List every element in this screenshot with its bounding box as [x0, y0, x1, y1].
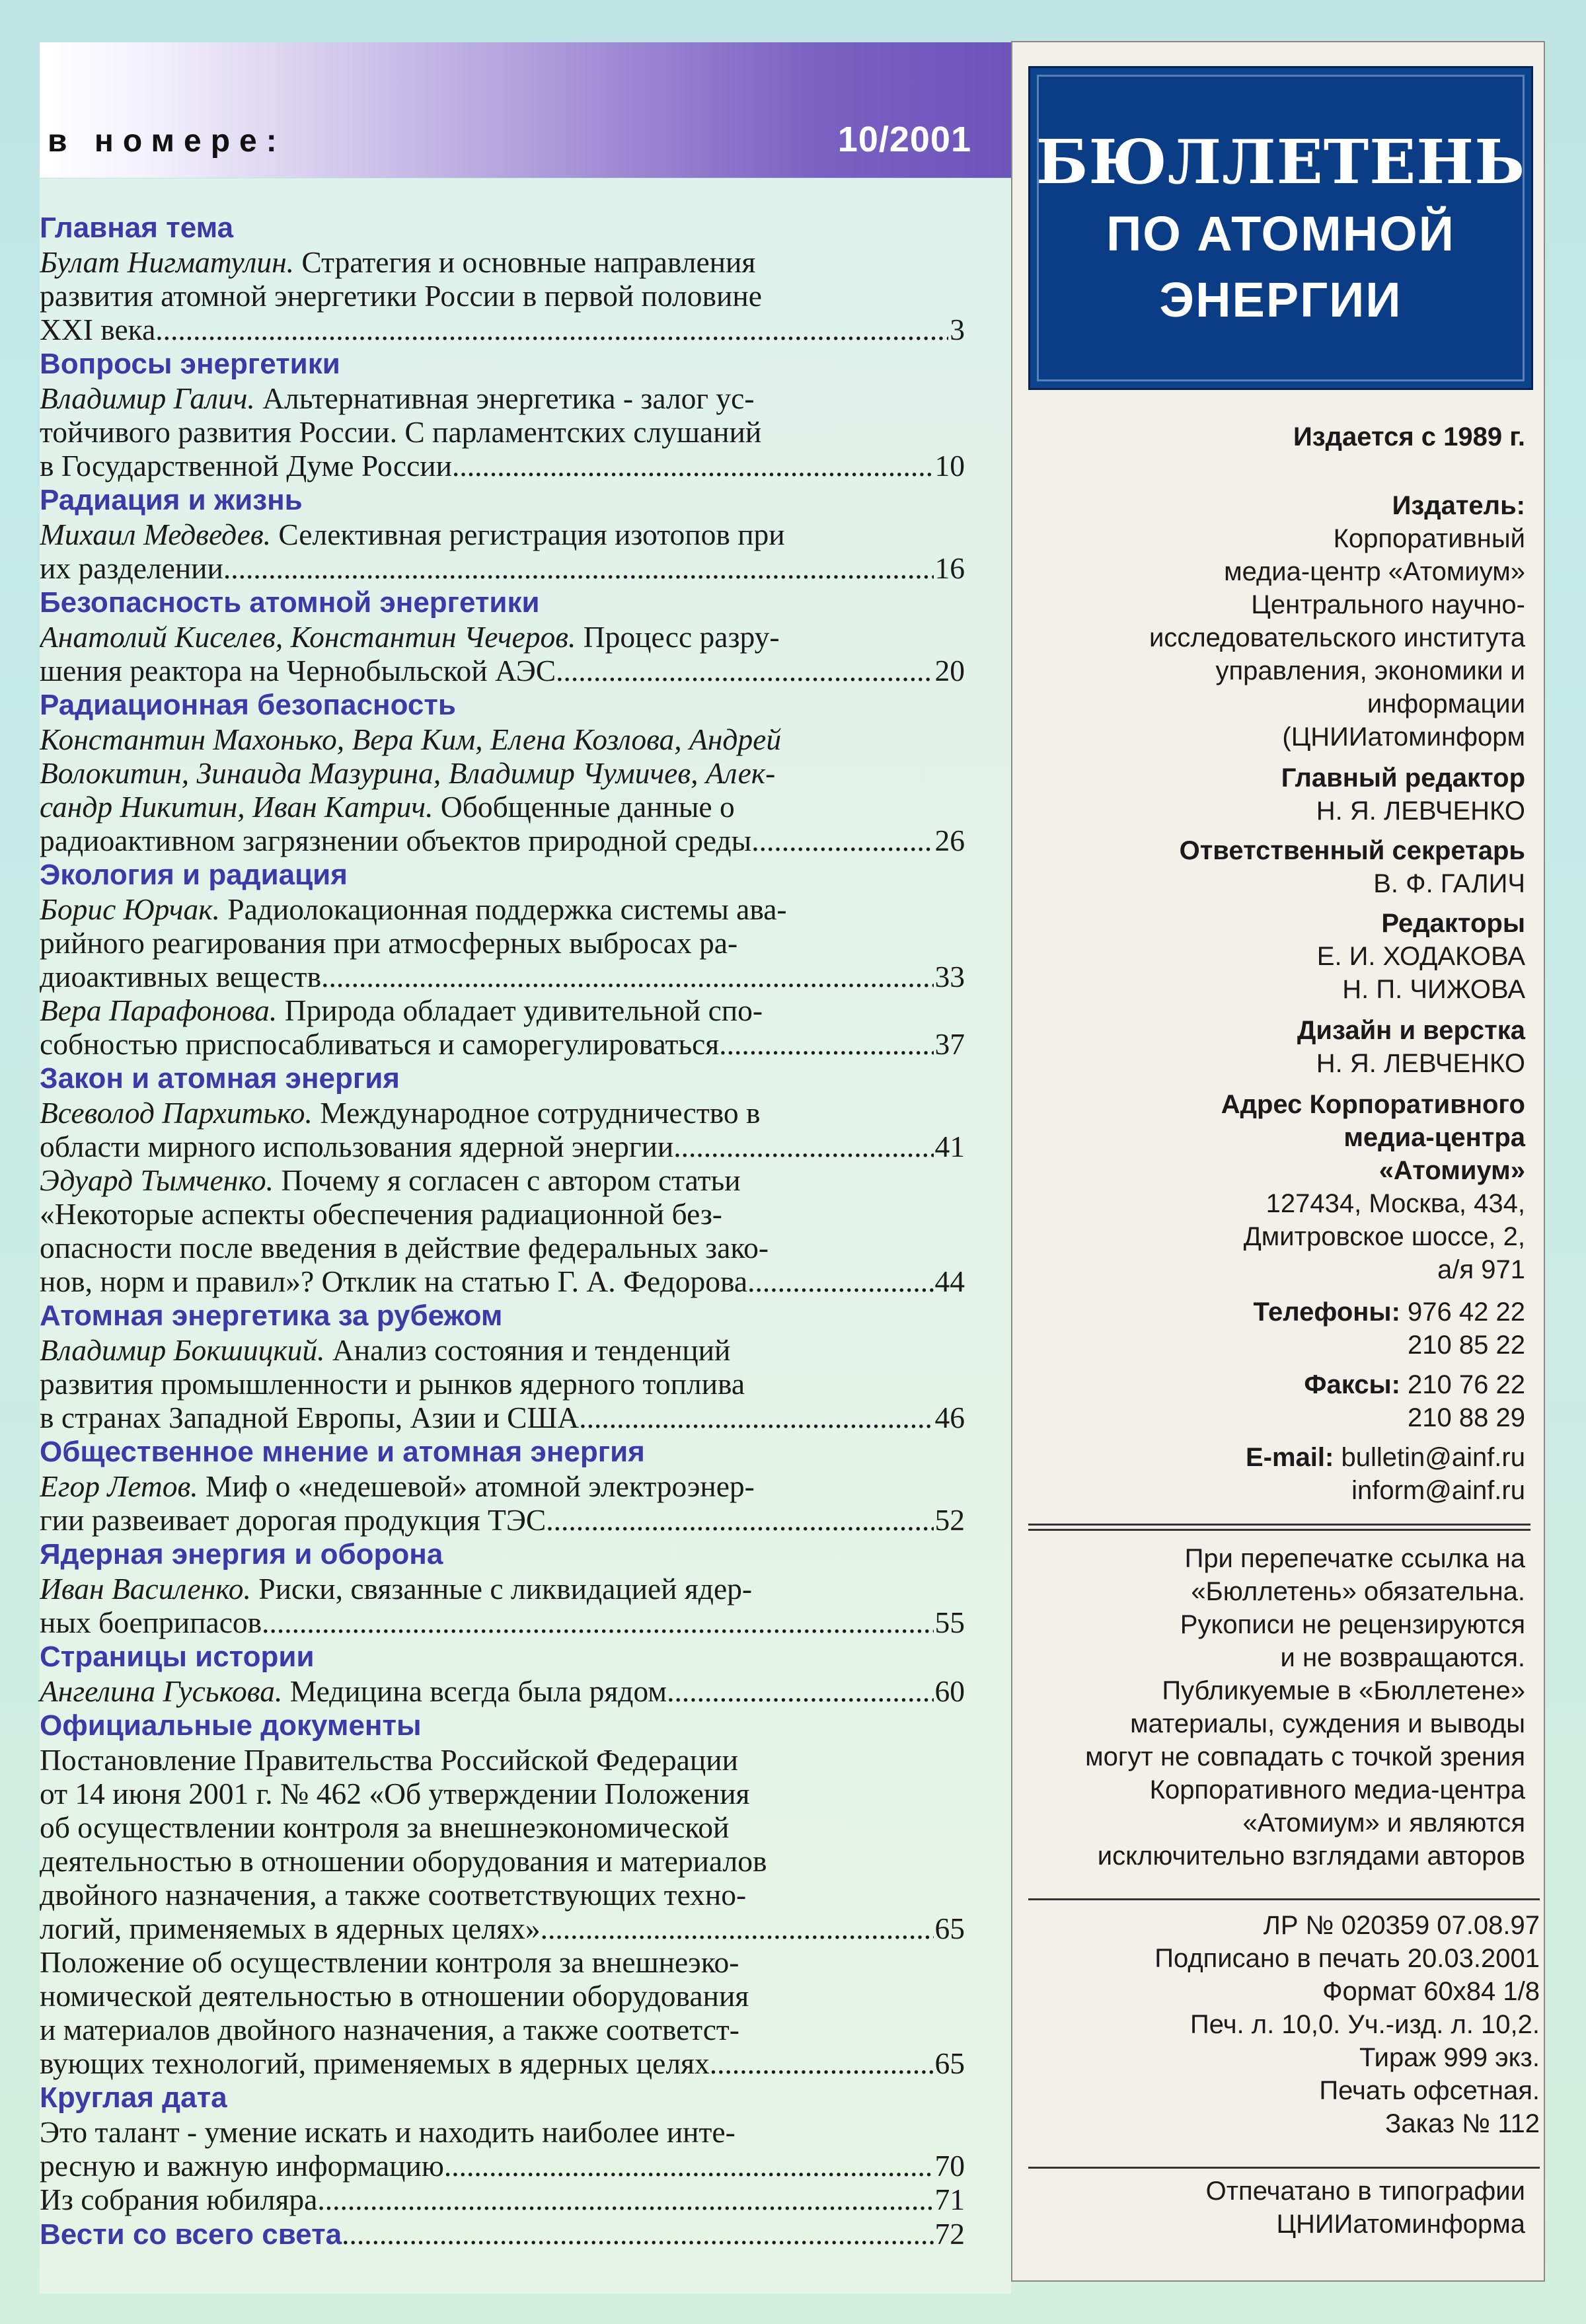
leader-dots [223, 551, 934, 585]
journal-title-line-1: БЮЛЛЕТЕНЬ [1036, 126, 1526, 198]
page-number: 37 [934, 1027, 965, 1061]
toc-entry[interactable] [40, 518, 965, 585]
journal-title-line-2: ПО АТОМНОЙ [1106, 206, 1455, 261]
publisher-line: управления, экономики и [1215, 656, 1525, 685]
publisher-line: (ЦНИИатоминформ [1282, 722, 1525, 752]
section-heading: Вопросы энергетики [40, 348, 340, 380]
phone-number: 976 42 22 [1408, 1298, 1525, 1327]
leader-dots [710, 2046, 934, 2080]
section-heading: Радиация и жизнь [40, 484, 303, 516]
page-number: 71 [934, 2183, 965, 2216]
entry-text: области мирного использования ядерной энергии [40, 1130, 674, 1163]
section-heading: Радиационная безопасность [40, 689, 456, 721]
page-number: 65 [934, 2046, 965, 2080]
toc-entry[interactable] [40, 2115, 965, 2183]
leader-dots [667, 1674, 933, 1708]
entry-text-line: деятельностью в отношении оборудования и материалов [40, 1844, 767, 1878]
since-text: Издается с 1989 г. [1293, 422, 1525, 451]
page-number: 60 [934, 1674, 965, 1708]
publisher-line: информации [1367, 689, 1525, 718]
toc-entry[interactable] [40, 1163, 965, 1298]
imprint-lines [1154, 1909, 1540, 2140]
section-heading: Главная тема [40, 212, 234, 244]
entry-text-line: Константин Махонько, Вера Ким, Елена Козлова, Андрей [40, 722, 782, 756]
design-label: Дизайн и верстка [1297, 1016, 1525, 1045]
imprint-line: Тираж 999 экз. [1359, 2043, 1540, 2072]
phone-number: 210 85 22 [1408, 1331, 1525, 1360]
email-address[interactable]: inform@ainf.ru [1351, 1476, 1525, 1505]
leader-dots [556, 654, 933, 687]
address-block [1221, 1088, 1525, 1286]
page-number: 52 [934, 1503, 965, 1537]
chief-editor-block [1281, 761, 1525, 828]
page-number: 3 [950, 313, 965, 346]
page-number: 16 [934, 551, 965, 585]
toc-entry[interactable] [40, 381, 965, 483]
page-number: 72 [934, 2217, 965, 2251]
publisher-label: Издатель: [1392, 491, 1525, 520]
reprint-notice [1085, 1542, 1525, 1873]
entry-text-line: от 14 июня 2001 г. № 462 «Об утверждении Положения [40, 1777, 750, 1810]
phones-block [1254, 1296, 1525, 1362]
fax-number: 210 88 29 [1408, 1403, 1525, 1432]
entry-text: вующих технологий, применяемых в ядерных целях [40, 2046, 710, 2080]
address-label: Адрес Корпоративного [1221, 1090, 1525, 1119]
entry-text-line: двойного назначения, а также соответствующих техно- [40, 1878, 747, 1912]
imprint-line: Заказ № 112 [1385, 2109, 1540, 2138]
phones-label: Телефоны: [1253, 1298, 1400, 1327]
entry-last-line [40, 824, 965, 857]
section-heading: Страницы истории [40, 1641, 315, 1673]
chief-editor-name: Н. Я. ЛЕВЧЕНКО [1316, 796, 1525, 826]
entry-text: логий, применяемых в ядерных целях» [40, 1912, 541, 1945]
section-heading: Атомная энергетика за рубежом [40, 1299, 503, 1332]
notice-line: Рукописи не рецензируются [1180, 1610, 1525, 1639]
toc-entry[interactable] [40, 892, 965, 993]
entry-text-line: Булат Нигматулин. Стратегия и основные направления [40, 245, 756, 279]
toc-entry[interactable] [40, 1333, 965, 1434]
toc-entry[interactable] [40, 1469, 965, 1537]
entry-last-line [40, 2183, 965, 2216]
imprint-line: Формат 60х84 1/8 [1322, 1977, 1540, 2006]
section-heading: Безопасность атомной энергетики [40, 586, 540, 619]
entry-last-line [40, 2149, 965, 2183]
page-number: 41 [934, 1130, 965, 1163]
leader-dots [444, 2149, 934, 2183]
toc-entry[interactable] [40, 993, 965, 1061]
entry-last-line [40, 449, 965, 483]
entry-text: ресную и важную информацию [40, 2149, 444, 2183]
section-heading: Закон и атомная энергия [40, 1062, 400, 1095]
entry-last-line [40, 1130, 965, 1163]
table-of-contents [40, 210, 965, 2252]
leader-dots [155, 313, 948, 346]
entry-text-line: Иван Василенко. Риски, связанные с ликвидацией ядер- [40, 1572, 753, 1606]
notice-line: Корпоративного медиа-центра [1149, 1775, 1525, 1804]
since-line [1293, 420, 1525, 453]
entry-last-line [40, 960, 965, 993]
entry-text-line: Эдуард Тымченко. Почему я согласен с автором статьи [40, 1163, 741, 1197]
publisher-line: Центрального научно- [1251, 590, 1525, 619]
editor-name: Н. П. ЧИЖОВА [1342, 975, 1525, 1004]
entry-text: нов, норм и правил»? Отклик на статью Г. А. Федорова [40, 1264, 748, 1298]
entry-text-line: рийного реагирования при атмосферных выбросах ра- [40, 926, 738, 960]
leader-dots [262, 1606, 933, 1639]
entry-last-line [40, 1606, 965, 1639]
page-number: 20 [934, 654, 965, 687]
notice-line: исключительно взглядами авторов [1097, 1841, 1525, 1871]
notice-line: могут не совпадать с точкой зрения [1085, 1742, 1525, 1771]
toc-entry[interactable] [40, 722, 965, 857]
secretary-label: Ответственный секретарь [1179, 836, 1525, 865]
notice-line: Публикуемые в «Бюллетене» [1162, 1676, 1525, 1705]
contents-heading: в номере: [48, 124, 286, 159]
design-block [1297, 1014, 1525, 1080]
entry-text-line: Волокитин, Зинаида Мазурина, Владимир Чумичев, Алек- [40, 756, 776, 790]
section-heading: Официальные документы [40, 1709, 422, 1742]
leader-dots [719, 1027, 933, 1061]
entry-text: в Государственной Думе России [40, 449, 452, 483]
page-number: 70 [934, 2149, 965, 2183]
section-heading [40, 2216, 965, 2252]
entry-text-line: Постановление Правительства Российской Федерации [40, 1743, 738, 1777]
entry-text: гии развеивает дорогая продукция ТЭС [40, 1503, 547, 1537]
faxes-label: Факсы: [1304, 1370, 1400, 1399]
toc-entry[interactable] [40, 1945, 965, 2080]
notice-line: При перепечатке ссылка на [1184, 1544, 1525, 1573]
imprint-line: ЛР № 020359 07.08.97 [1263, 1911, 1540, 1940]
imprint-block [1154, 1909, 1540, 2140]
entry-last-line [40, 1674, 965, 1708]
leader-dots [747, 1264, 933, 1298]
page-number: 44 [934, 1264, 965, 1298]
toc-entry[interactable] [40, 2183, 965, 2216]
printer-line: Отпечатано в типографии [1205, 2177, 1525, 2206]
entry-last-line [40, 2046, 965, 2080]
entry-text: собностью приспосабливаться и саморегулироваться [40, 1027, 720, 1061]
entry-last-line [40, 1264, 965, 1298]
entry-last-line [40, 1401, 965, 1434]
entry-text-line: об осуществлении контроля за внешнеэкономической [40, 1810, 730, 1844]
publisher-lines [1149, 522, 1525, 754]
entry-text-line: и материалов двойного назначения, а также соответст- [40, 2013, 739, 2046]
imprint-line: Подписано в печать 20.03.2001 [1154, 1944, 1540, 1973]
entry-last-line [40, 654, 965, 687]
faxes-block [1304, 1368, 1525, 1434]
entry-text-line: Всеволод Пархитько. Международное сотрудничество в [40, 1096, 761, 1130]
toc-entry[interactable] [40, 1572, 965, 1639]
address-line: Дмитровское шоссе, 2, [1243, 1222, 1525, 1251]
entry-text-line: Вера Парафонова. Природа обладает удивительной спо- [40, 993, 763, 1027]
entry-text-line: Положение об осуществлении контроля за внешнеэко- [40, 1945, 739, 1979]
notice-lines [1085, 1542, 1525, 1873]
publisher-line: исследовательского института [1149, 623, 1525, 652]
entry-text: Ангелина Гуськова. Медицина всегда была рядом [40, 1674, 667, 1708]
entry-text: XXI века [40, 313, 156, 346]
leader-dots [751, 824, 933, 857]
double-divider [1028, 1524, 1530, 1531]
entry-text-line: Егор Летов. Миф о «недешевой» атомной электроэнер- [40, 1469, 755, 1503]
notice-line: «Атомиум» и являются [1242, 1808, 1525, 1838]
imprint-line: Печ. л. 10,0. Уч.-изд. л. 10,2. [1190, 2010, 1540, 2039]
entry-text-line: опасности после введения в действие федеральных зако- [40, 1231, 769, 1264]
entry-text-line: сандр Никитин, Иван Катрич. Обобщенные данные о [40, 790, 735, 824]
page-number: 26 [934, 824, 965, 857]
printer-block [1206, 2175, 1525, 2241]
journal-title-box [1028, 66, 1533, 390]
address-line: а/я 971 [1437, 1255, 1525, 1284]
address-label: медиа-центра [1343, 1123, 1525, 1152]
leader-dots [579, 1401, 933, 1434]
email-address[interactable]: bulletin@ainf.ru [1341, 1443, 1525, 1472]
publisher-block [1149, 489, 1525, 754]
leader-dots [452, 449, 934, 483]
toc-entry[interactable] [40, 620, 965, 687]
section-title: Вести со всего света [40, 2218, 342, 2251]
section-heading: Общественное мнение и атомная энергия [40, 1436, 645, 1468]
entry-text: шения реактора на Чернобыльской АЭС [40, 654, 556, 687]
page-number: 55 [934, 1606, 965, 1639]
imprint-line: Печать офсетная. [1319, 2076, 1540, 2105]
toc-entry[interactable] [40, 1674, 965, 1708]
page-number: 65 [934, 1912, 965, 1945]
entry-text: диоактивных веществ [40, 960, 322, 993]
email-block [1246, 1441, 1525, 1507]
entry-text-line: развития промышленности и рынков ядерного топлива [40, 1367, 745, 1401]
notice-line: «Бюллетень» обязательна. [1191, 1577, 1525, 1606]
toc-entry[interactable] [40, 245, 965, 346]
entry-text-line: развития атомной энергетики России в первой половине [40, 279, 762, 313]
journal-title-line-3: ЭНЕРГИИ [1159, 272, 1402, 327]
entry-text-line: тойчивого развития России. С парламентских слушаний [40, 415, 762, 449]
entry-text-line: Борис Юрчак. Радиолокационная поддержка системы ава- [40, 892, 787, 926]
publisher-line: медиа-центр «Атомиум» [1224, 557, 1525, 586]
design-name: Н. Я. ЛЕВЧЕНКО [1316, 1049, 1525, 1078]
toc-entry[interactable] [40, 1096, 965, 1163]
entry-text: радиоактивном загрязнении объектов природной среды [40, 824, 752, 857]
entry-text: Из собрания юбиляра [40, 2183, 318, 2216]
entry-text-line: номической деятельностью в отношении оборудования [40, 1979, 749, 2013]
leader-dots [317, 2183, 933, 2216]
entry-last-line [40, 551, 965, 585]
chief-editor-label: Главный редактор [1281, 763, 1525, 793]
leader-dots [546, 1503, 933, 1537]
entry-last-line [40, 1503, 965, 1537]
notice-line: и не возвращаются. [1280, 1643, 1525, 1672]
entry-last-line [40, 1912, 965, 1945]
leader-dots [541, 1912, 934, 1945]
entry-text: в странах Западной Европы, Азии и США [40, 1401, 580, 1434]
entry-text-line: Анатолий Киселев, Константин Чечеров. Процесс разру- [40, 620, 780, 654]
secretary-block [1180, 834, 1525, 900]
leader-dots [342, 2216, 934, 2251]
section-heading: Экология и радиация [40, 859, 348, 891]
address-line: 127434, Москва, 434, [1265, 1189, 1525, 1218]
entry-last-line [40, 1027, 965, 1061]
printer-line: ЦНИИатоминформа [1276, 2210, 1525, 2239]
leader-dots [321, 960, 933, 993]
editors-block [1317, 907, 1525, 1006]
issue-number: 10/2001 [837, 120, 971, 159]
entry-text-line: «Некоторые аспекты обеспечения радиационной без- [40, 1197, 722, 1231]
entry-text-line: Владимир Бокшицкий. Анализ состояния и тенденций [40, 1333, 731, 1367]
fax-number: 210 76 22 [1408, 1370, 1525, 1399]
toc-entry[interactable] [40, 1743, 965, 1945]
entry-text-line: Михаил Медведев. Селективная регистрация изотопов при [40, 518, 785, 551]
page-number: 10 [934, 449, 965, 483]
publisher-line: Корпоративный [1333, 524, 1525, 553]
editor-name: Е. И. ХОДАКОВА [1316, 942, 1525, 971]
divider [1028, 1898, 1540, 1900]
entry-text-line: Это талант - умение искать и находить наиболее инте- [40, 2115, 736, 2149]
leader-dots [673, 1130, 933, 1163]
page-number: 33 [934, 960, 965, 993]
secretary-name: В. Ф. ГАЛИЧ [1373, 869, 1525, 898]
notice-line: материалы, суждения и выводы [1130, 1709, 1525, 1738]
entry-text: ных боеприпасов [40, 1606, 262, 1639]
entry-text-line: Владимир Галич. Альтернативная энергетика - залог ус- [40, 381, 755, 415]
divider [1028, 2167, 1540, 2169]
email-label: E-mail: [1245, 1443, 1334, 1472]
section-heading: Ядерная энергия и оборона [40, 1538, 443, 1570]
address-label: «Атомиум» [1378, 1156, 1525, 1185]
editors-label: Редакторы [1381, 909, 1525, 938]
section-heading: Круглая дата [40, 2081, 227, 2114]
entry-text: их разделении [40, 551, 223, 585]
page-number: 46 [934, 1401, 965, 1434]
entry-last-line [40, 313, 965, 346]
